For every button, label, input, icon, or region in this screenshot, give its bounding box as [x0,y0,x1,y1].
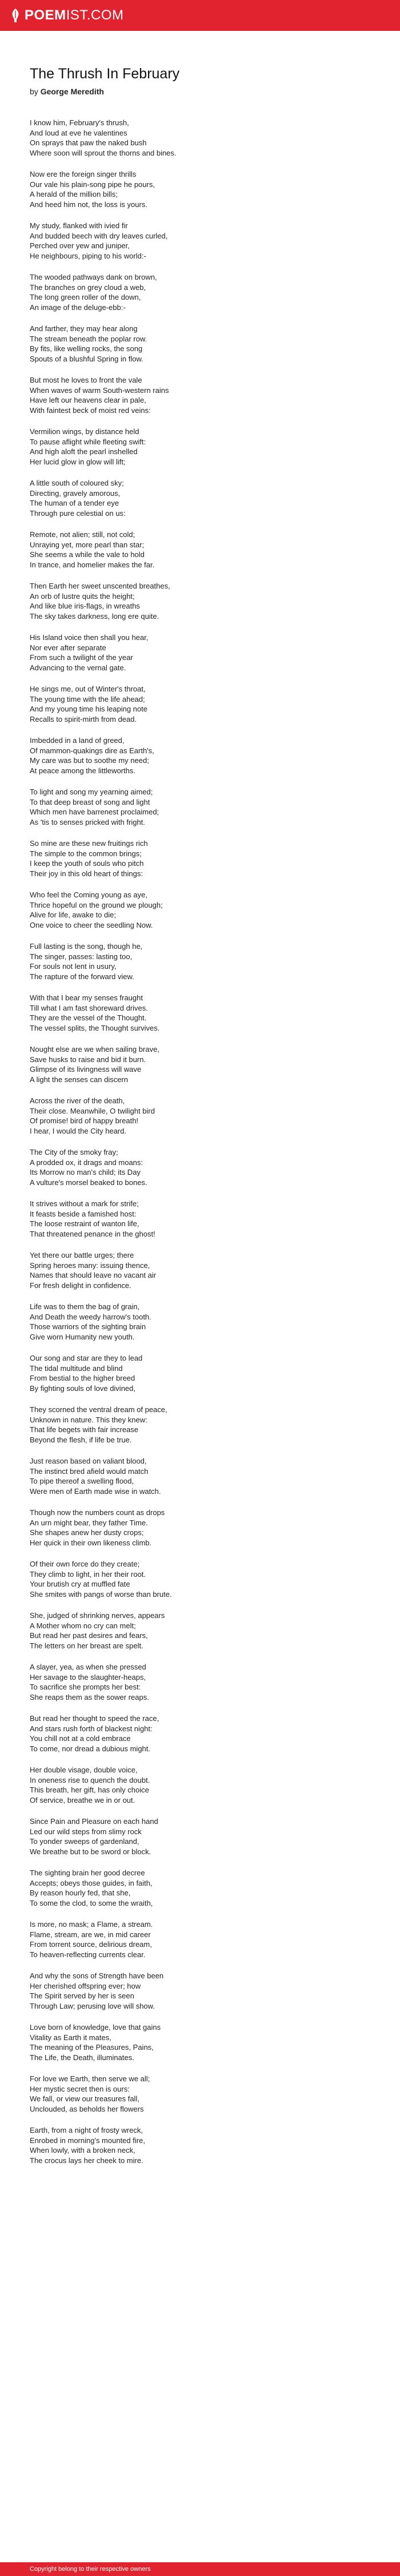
stanza [30,736,370,776]
stanza [30,1765,370,1805]
poem-line: He sings me, out of Winter's throat, [30,685,146,693]
poem-line: And like blue iris-flags, in wreaths [30,602,140,610]
stanza [30,1044,370,1084]
poem-line: An image of the deluge-ebb:- [30,303,126,312]
stanza [30,1405,370,1445]
poem-line: Their close. Meanwhile, O twilight bird [30,1106,155,1115]
poem-line: A Mother whom no cry can melt; [30,1621,136,1630]
poem-line: Since Pain and Pleasure on each hand [30,1817,158,1826]
poem-line: With that I bear my senses fraught [30,993,143,1002]
quill-pen-icon [10,8,21,23]
stanza [30,118,370,158]
byline [30,87,370,96]
poem-line: She smites with pangs of worse than brute. [30,1589,172,1599]
poem-line: Of mammon-quakings dire as Earth's, [30,746,154,755]
poem-line: Spring heroes many: issuing thence, [30,1261,150,1270]
stanza [30,1147,370,1187]
stanza [30,684,370,724]
poem-line: Her savage to the slaughter-heaps, [30,1672,146,1681]
poem-line: Remote, not alien; still, not cold; [30,530,135,539]
poem-line: They climb to light, in her their root. [30,1569,146,1579]
stanza [30,1096,370,1136]
poem-line: So mine are these new fruitings rich [30,839,148,848]
poem-line: The Life, the Death, illuminates. [30,2053,134,2062]
poem-line: A little south of coloured sky; [30,479,124,487]
poem-line: Glimpse of its livingness will wave [30,1065,142,1074]
stanza [30,1456,370,1496]
stanza [30,1508,370,1548]
poem-line: Across the river of the death, [30,1096,125,1105]
poem-line: Her mystic secret then is ours: [30,2084,130,2093]
stanza [30,1816,370,1857]
poem-line: Have left our heavens clear in pale, [30,396,146,404]
poem-line: From bestial to the higher breed [30,1374,135,1382]
poem-line: Is more, no mask; a Flame, a stream. [30,1920,153,1929]
poem-line: The sky takes darkness, long ere quite. [30,611,159,621]
poem-line: But read her past desires and fears, [30,1631,148,1640]
poem-line: Were men of Earth made wise in watch. [30,1486,161,1496]
stanza [30,169,370,209]
stanza [30,787,370,827]
copyright-text: Copyright belong to their respective owners [30,2566,151,2573]
poem-line: Where soon will sprout the thorns and bines. [30,148,177,157]
poem-line: Imbedded in a land of greed, [30,736,125,745]
poem-line: And loud at eve he valentines [30,128,127,137]
poem-line: A slayer, yea, as when she pressed [30,1663,146,1671]
poem-line: The stream beneath the poplar row. [30,334,147,343]
poem-line: Unknown in nature. This they knew: [30,1415,147,1424]
poem-line: Beyond the flesh, if life be true. [30,1435,132,1444]
poem-line: Nor ever after separate [30,643,106,652]
poem-line: My care was but to soothe my need; [30,756,149,765]
poem-line: With faintest beck of moist red veins: [30,406,151,415]
poem-line: By fighting souls of love divined, [30,1384,135,1393]
poem-line: Life was to them the bag of grain, [30,1302,140,1311]
poem-line: To sacrifice she prompts her best: [30,1683,141,1691]
poem-line: Unclouded, as beholds her flowers [30,2104,144,2113]
poem-line: But read her thought to speed the race, [30,1714,159,1723]
poem-line: For souls not lent in usury, [30,962,117,971]
poem-line: She seems a while the vale to hold [30,550,145,559]
poem-line: And why the sons of Strength have been [30,1971,164,1980]
poem-line: Thrice hopeful on the ground we plough; [30,900,163,909]
poem-line: The simple to the common brings; [30,849,142,858]
poem-line: Now ere the foreign singer thrills [30,170,137,178]
poem-line: From torrent source, delirious dream, [30,1940,152,1949]
poem-line: They are the vessel of the Thought. [30,1013,147,1022]
poem-line: Yet there our battle urges; there [30,1251,134,1259]
stanza [30,2074,370,2114]
poem-line: An urn might bear, they father Time. [30,1518,148,1527]
poem-line: And farther, they may hear along [30,324,138,333]
stanza [30,2125,370,2165]
poem-line: And high aloft the pearl inshelled [30,447,138,456]
poem-line: From such a twilight of the year [30,653,133,662]
poem-line: The sighting brain her good decree [30,1869,145,1877]
poem-line: The instinct bred afield would match [30,1466,149,1476]
stanza [30,581,370,621]
stanza [30,375,370,415]
poem-line: Though now the numbers count as drops [30,1508,165,1517]
stanza [30,1559,370,1599]
poem-line: Your brutish cry at muffled fate [30,1580,130,1588]
poem-line: To pipe thereof a swelling flood, [30,1477,134,1485]
poem-body [30,118,370,2165]
stanza [30,1250,370,1290]
poem-line: For love we Earth, then serve we all; [30,2074,150,2083]
poem-line: Till what I am fast shoreward drives. [30,1003,148,1012]
poem-line: You chill not at a cold embrace [30,1734,131,1743]
poem-line: Unraying yet, more pearl than star; [30,540,145,549]
poem-line: The branches on grey cloud a web, [30,283,146,292]
poem-line: When waves of warm South-western rains [30,385,169,395]
poem-line: Vitality as Earth it mates, [30,2033,111,2042]
poem-line: Vermilion wings, by distance held [30,427,139,436]
poem-line: I know him, February's thrush, [30,118,129,127]
poem-line: Just reason based on valiant blood, [30,1457,147,1465]
poem-line: A herald of the million bills; [30,190,118,198]
poem-line: And budded beech with dry leaves curled, [30,231,168,240]
poem-line: She shapes anew her dusty crops; [30,1528,144,1537]
site-logo[interactable] [10,7,124,23]
poem-line: To yonder sweeps of gardenland, [30,1837,139,1846]
poem-line: Through pure celestial on us: [30,508,126,518]
byline-prefix: by [30,87,41,96]
stanza [30,530,370,570]
poem-line: Who feel the Coming young as aye, [30,891,147,899]
poem-line: That threatened penance in the ghost! [30,1229,155,1238]
poem-line: Her cherished offspring ever; how [30,1981,141,1990]
poem-line: That life begets with fair increase [30,1425,139,1434]
poem-line: The Spirit served by her is seen [30,1991,134,2000]
poem-line: Spouts of a blushful Spring in flow. [30,354,143,363]
poem-line: But most he loves to front the vale [30,376,142,384]
poem-line: On sprays that paw the naked bush [30,138,147,147]
poem-line: Enrobed in morning's mounted fire, [30,2136,145,2145]
poem-line: The tidal multitude and blind [30,1363,123,1373]
site-header [0,0,400,31]
poem-line: I keep the youth of souls who pitch [30,859,144,868]
poem-line: Her double visage, double voice, [30,1766,138,1774]
poem-line: And my young time his leaping note [30,705,147,713]
poem-line: To light and song my yearning aimed; [30,788,153,796]
poem-line: Her lucid glow in glow will lift; [30,457,126,466]
poem-line: By fits, like welling rocks, the song [30,344,143,353]
stanza [30,1971,370,2011]
poem-line: By reason hourly fed, that she, [30,1889,131,1897]
poem-line: And stars rush forth of blackest night: [30,1724,153,1733]
poem-line: She reaps them as the sower reaps. [30,1692,149,1702]
poem-line: I hear, I would the City heard. [30,1126,127,1135]
poem-line: The letters on her breast are spelt. [30,1641,143,1650]
poem-line: She, judged of shrinking nerves, appears [30,1611,165,1620]
stanza [30,478,370,518]
poem-line: One voice to cheer the seedling Now. [30,920,153,929]
poem-line: Directing, gravely amorous, [30,488,121,498]
poem-container [0,31,400,2165]
stanza [30,838,370,878]
poem-line: To pause aflight while fleeting swift: [30,437,146,446]
poem-line: At peace among the littleworths. [30,766,135,775]
poem-line: Accepts; obeys those guides, in faith, [30,1878,153,1887]
poem-line: He neighbours, piping to his world:- [30,251,146,260]
poem-line: Perched over yew and juniper, [30,241,130,250]
poem-line: Those warriors of the sighting brain [30,1322,146,1331]
stanza [30,2022,370,2062]
poem-line: They scorned the ventral dream of peace, [30,1405,167,1414]
poem-line: Full lasting is the song, though he, [30,942,143,951]
poem-line: Our vale his plain-song pipe he pours, [30,180,155,189]
poem-line: Names that should leave no vacant air [30,1271,157,1279]
poem-line: We breathe but to be sword or block. [30,1847,151,1856]
poem-line: Earth, from a night of frosty wreck, [30,2126,143,2134]
poem-line: For fresh delight in confidence. [30,1281,131,1290]
poem-line: In trance, and homelier makes the far. [30,560,155,569]
poem-line: Give worn Humanity new youth. [30,1332,135,1341]
author-name[interactable]: George Meredith [40,87,104,96]
poem-line: And Death the weedy harrow's tooth. [30,1312,151,1321]
poem-line: Save husks to raise and bid it burn. [30,1055,146,1064]
poem-line: We fall, or view our treasures fall, [30,2094,139,2103]
stanza [30,272,370,312]
stanza [30,890,370,930]
poem-line: Love born of knowledge, love that gains [30,2023,161,2032]
poem-line: And heed him not, the loss is yours. [30,200,147,209]
poem-line: It strives without a mark for strife; [30,1199,139,1208]
poem-line: As 'tis to senses pricked with fright. [30,817,145,826]
poem-line: The vessel splits, the Thought survives. [30,1023,160,1032]
logo-text-light: IST.COM [66,7,124,23]
poem-line: Then Earth her sweet unscented breathes, [30,582,170,590]
poem-line: A vulture's morsel beaked to bones. [30,1178,147,1187]
poem-line: An orb of lustre quits the height; [30,591,135,601]
poem-line: Her quick in their own likeness climb. [30,1538,152,1547]
stanza [30,324,370,364]
poem-line: A prodded ox, it drags and moans: [30,1158,143,1167]
poem-line: Of their own force do they create; [30,1560,140,1568]
poem-line: When lowly, with a broken neck, [30,2146,135,2154]
poem-line: Flame, stream, are we, in mid career [30,1930,151,1939]
poem-line: Led our wild steps from slimy rock [30,1827,142,1836]
poem-line: Its Morrow no man's child; its Day [30,1168,141,1176]
poem-line: A light the senses can discern [30,1075,128,1084]
stanza [30,1199,370,1239]
poem-line: The crocus lays her cheek to mire. [30,2156,143,2165]
poem-line: The rapture of the forward view. [30,972,134,981]
poem-line: Their joy in this old heart of things: [30,869,143,878]
poem-line: Through Law; perusing love will show. [30,2001,155,2010]
stanza [30,1662,370,1702]
poem-line: It feasts beside a famished host: [30,1209,137,1218]
poem-line: Of promise! bird of happy breath! [30,1116,139,1125]
stanza [30,633,370,673]
stanza [30,1302,370,1342]
poem-line: The singer, passes: lasting too, [30,952,133,961]
poem-line: My study, flanked with ivied fir [30,221,128,230]
poem-line: The meaning of the Pleasures, Pains, [30,2043,154,2052]
poem-line: Which men have barrenest proclaimed; [30,808,159,816]
stanza [30,1919,370,1959]
poem-line: Advancing to the vernal gate. [30,663,126,672]
poem-line: Alive for life, awake to die; [30,911,117,919]
poem-line: His Island voice then shall you hear, [30,633,149,642]
stanza [30,1868,370,1908]
poem-line: In oneness rise to quench the doubt. [30,1775,150,1784]
poem-title: The Thrush In February [30,66,180,82]
poem-line: To heaven-reflecting currents clear. [30,1950,146,1959]
poem-line: To some the clod, to some the wraith, [30,1898,153,1907]
stanza [30,427,370,467]
poem-line: To that deep breast of song and light [30,797,150,806]
poem-line: This breath, her gift, has only choice [30,1786,149,1794]
poem-line: The wooded pathways dank on brown, [30,273,157,281]
poem-line: Nought else are we when sailing brave, [30,1045,159,1054]
logo-text-bold: POEM [25,7,66,23]
stanza [30,221,370,261]
poem-line: To come, nor dread a dubious might. [30,1744,151,1753]
poem-line: Of service, breathe we in or out. [30,1795,135,1804]
poem-line: The young time with the life ahead; [30,694,145,703]
poem-line: The human of a tender eye [30,499,119,507]
stanza [30,1714,370,1754]
stanza [30,1353,370,1393]
poem-line: Recalls to spirit-mirth from dead. [30,714,137,723]
site-footer [0,2562,400,2576]
poem-line: The long green roller of the down, [30,293,141,301]
poem-line: The City of the smoky fray; [30,1148,118,1156]
stanza [30,1611,370,1651]
stanza [30,993,370,1033]
poem-line: The loose restraint of wanton life, [30,1219,139,1228]
stanza [30,941,370,981]
poem-line: Our song and star are they to lead [30,1354,143,1362]
